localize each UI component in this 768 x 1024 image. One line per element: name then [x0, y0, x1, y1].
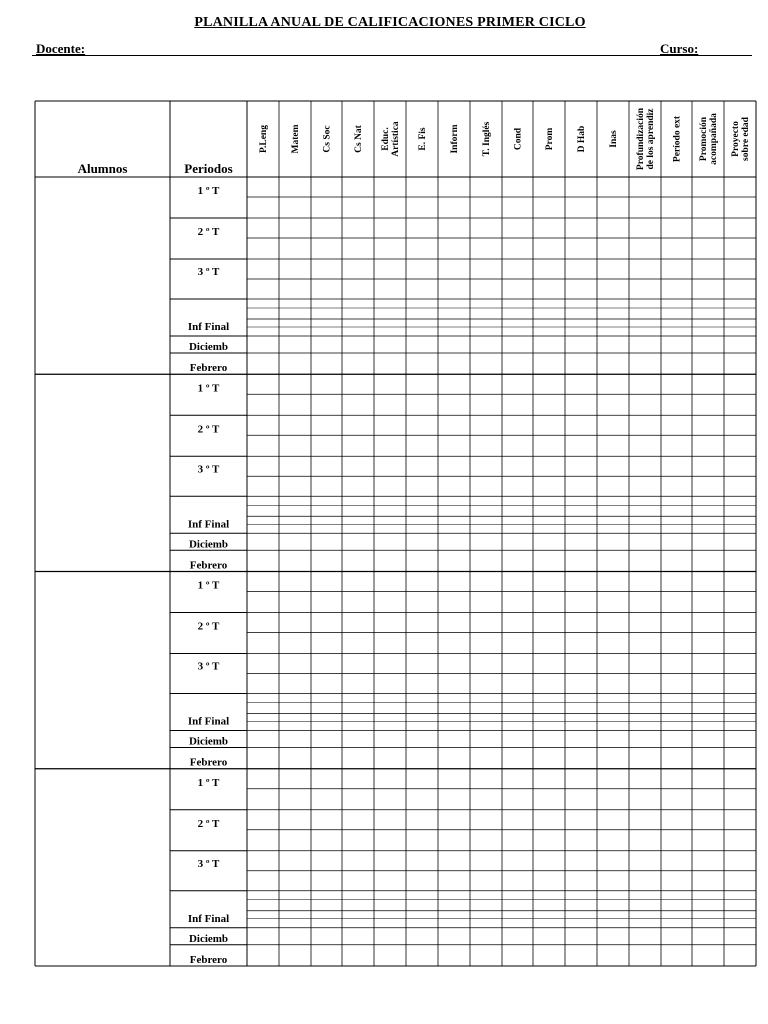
alumnos-header: Alumnos [77, 161, 128, 176]
period-label: Inf Final [187, 321, 230, 333]
subject-header: T. Inglés [482, 121, 492, 157]
period-label: 2 º T [197, 226, 220, 238]
subject-header: acompañada [709, 113, 719, 165]
subject-header: Cond [513, 127, 524, 151]
subject-header: sobre edad [741, 117, 751, 161]
page-title: PLANILLA ANUAL DE CALIFICACIONES PRIMER CICLO [194, 15, 586, 30]
period-label: 3 º T [197, 660, 220, 673]
period-label: 1 º T [197, 579, 220, 592]
period-label: Diciemb [188, 538, 229, 551]
subject-header: Profundización [636, 107, 646, 171]
subject-header: Matem [291, 124, 301, 154]
period-label: 1 º T [197, 776, 220, 789]
period-label: 3 º T [197, 857, 220, 870]
subject-header: de los aprendiz [646, 108, 656, 170]
period-label: 1 º T [197, 382, 220, 395]
period-label: 2 º T [197, 423, 220, 436]
period-label: Diciemb [188, 341, 229, 353]
period-label: Febrero [189, 559, 228, 572]
period-label: 3 º T [197, 463, 220, 476]
period-label: Inf Final [187, 715, 230, 728]
curso-label: Curso: [660, 41, 699, 56]
period-label: Inf Final [187, 912, 230, 925]
period-label: Inf Final [187, 518, 230, 531]
subject-header: Cs Soc [322, 125, 333, 153]
subject-header: Promoción [699, 116, 709, 162]
subject-header: E. Fis [418, 127, 428, 151]
period-label: 3 º T [197, 266, 220, 278]
period-label: Febrero [189, 756, 228, 769]
period-label: Diciemb [188, 932, 229, 945]
docente-label: Docente: [36, 41, 86, 56]
subject-header: Cs Nat [354, 125, 364, 153]
subject-header: Inas [609, 130, 619, 148]
periodos-header: Periodos [184, 161, 233, 176]
subject-header: Inform [450, 124, 460, 154]
period-label: 1 º T [197, 185, 220, 197]
period-label: Diciemb [188, 735, 229, 748]
period-label: Febrero [189, 362, 228, 374]
period-label: 2 º T [197, 620, 220, 633]
subject-header: Artística [391, 121, 401, 157]
subject-header: Proyecto [731, 121, 741, 157]
period-label: Febrero [189, 953, 228, 966]
subject-header: Período ext [672, 115, 683, 163]
subject-header: P.Leng [259, 125, 269, 153]
subject-header: Educ. [381, 127, 391, 151]
subject-header: Prom [545, 127, 555, 151]
period-label: 2 º T [197, 817, 220, 830]
subject-header: D Hab [577, 125, 587, 153]
